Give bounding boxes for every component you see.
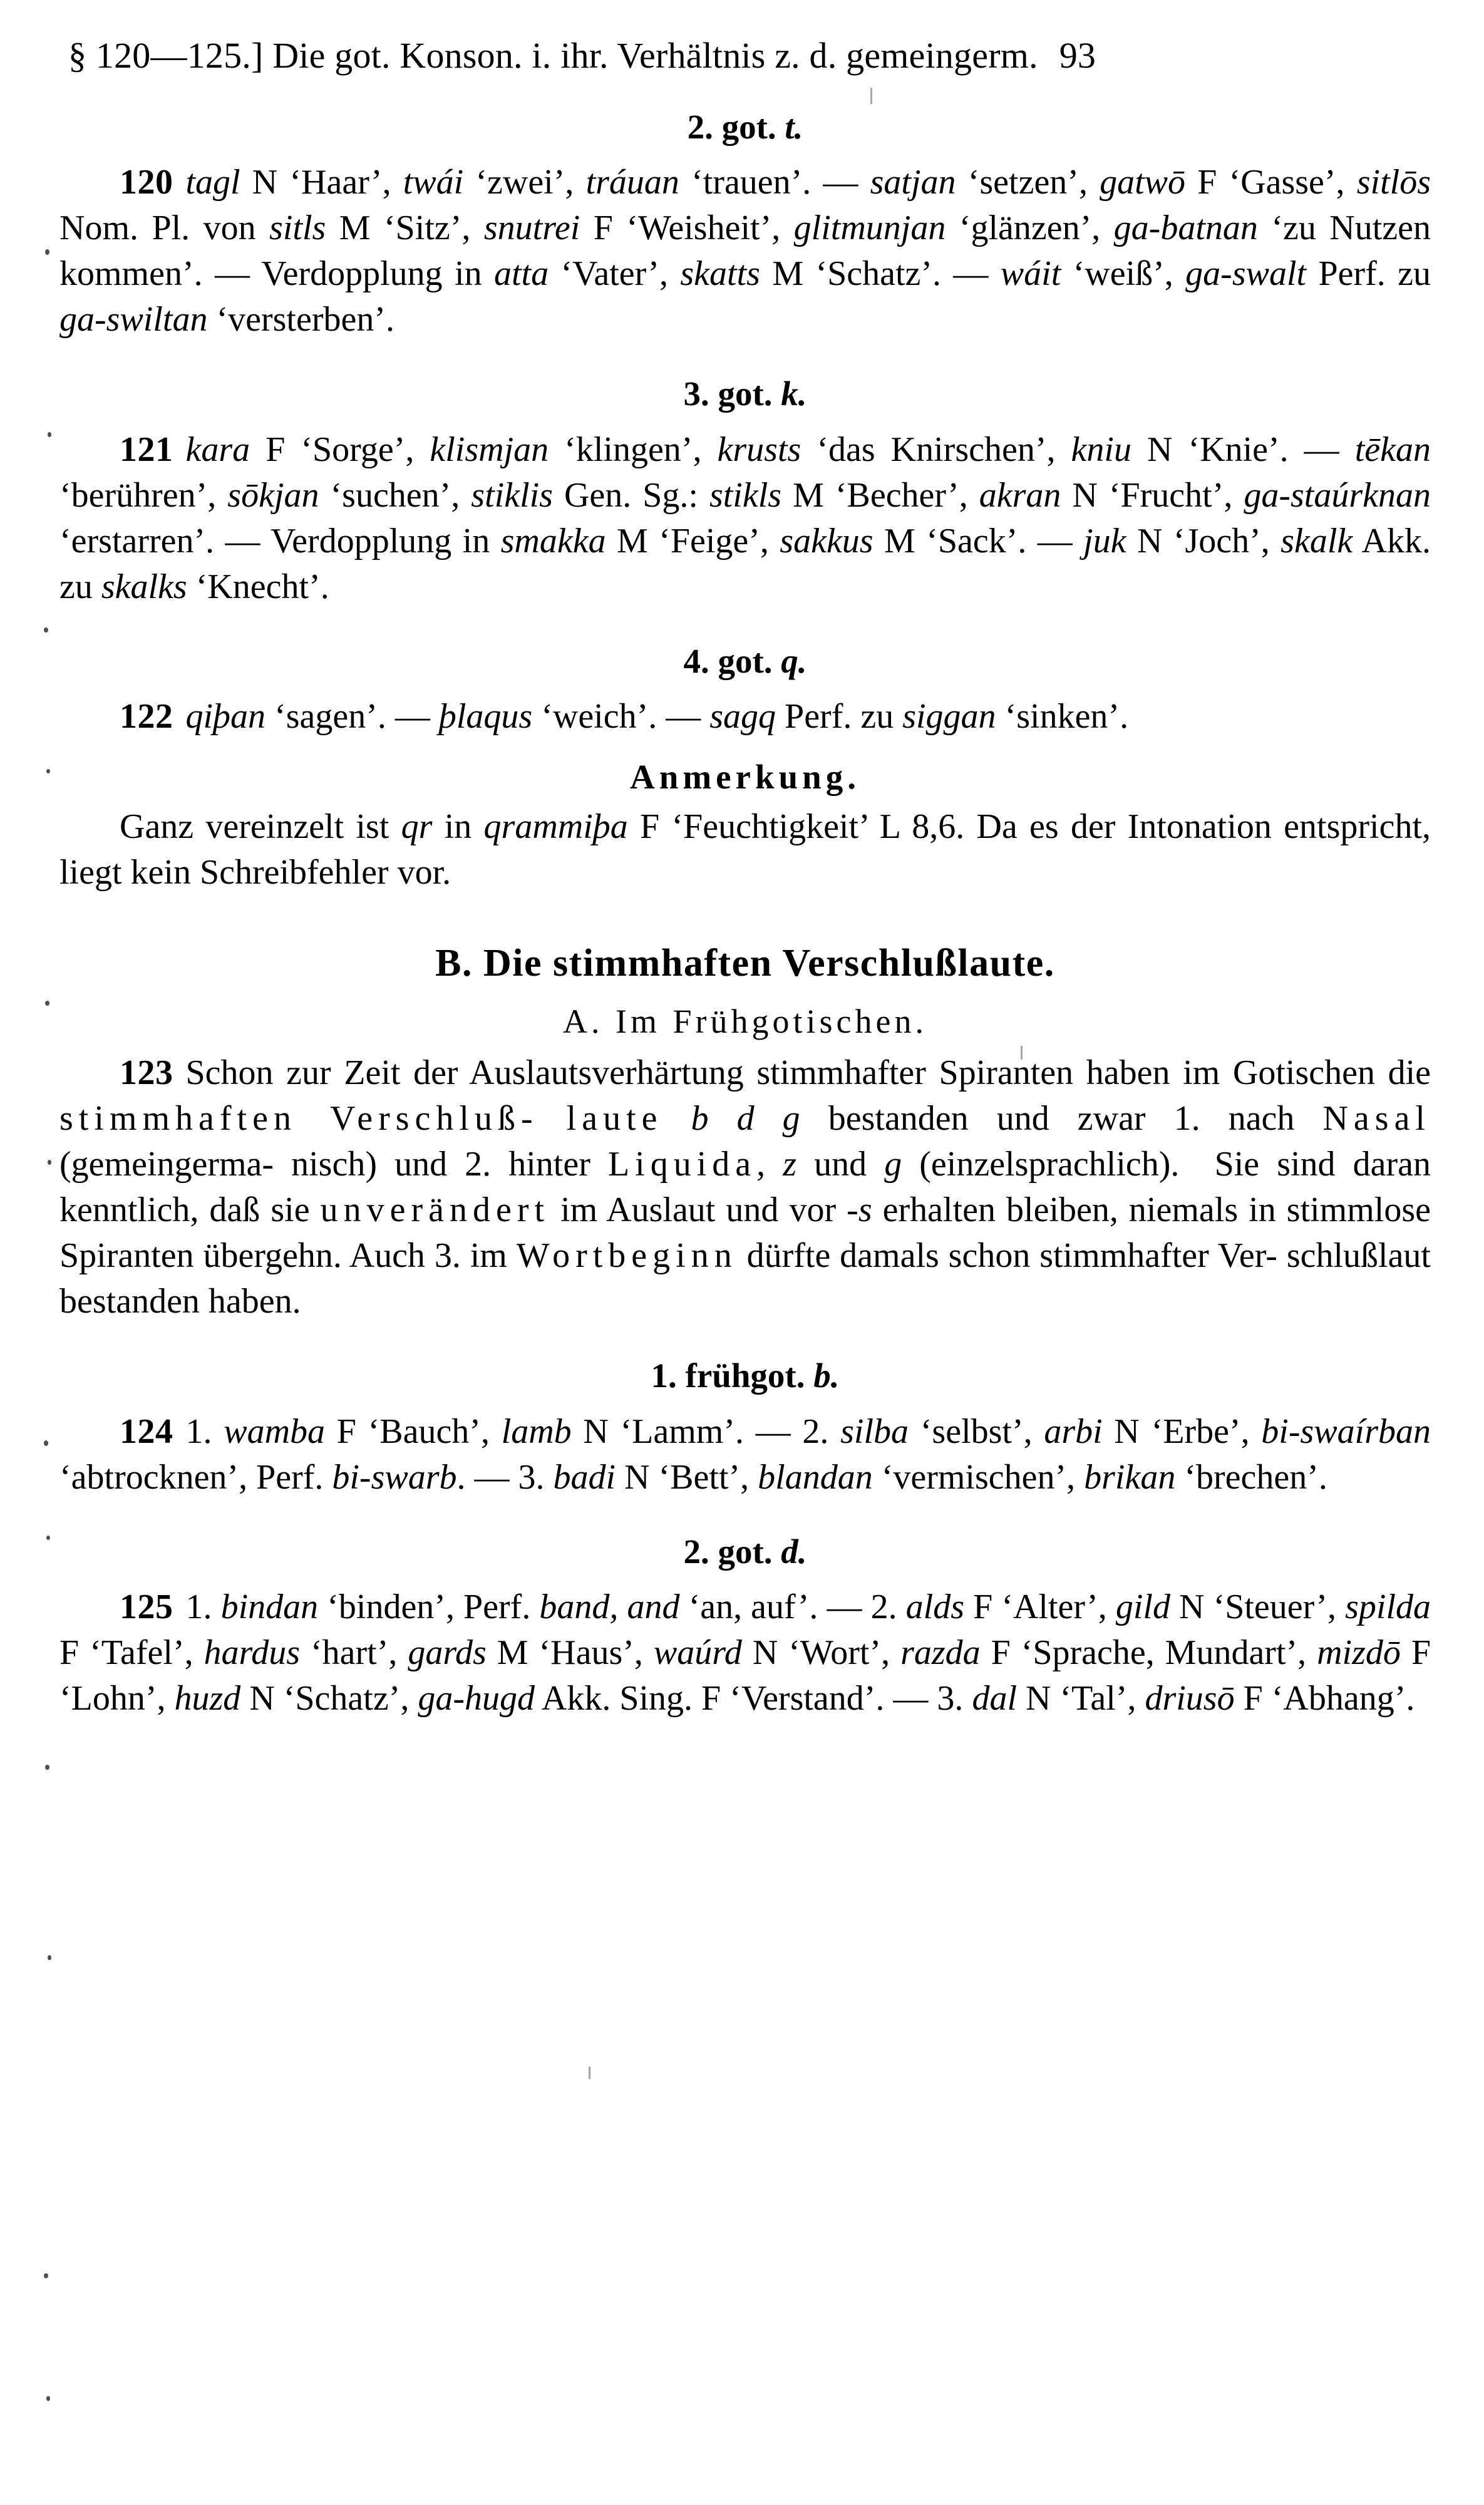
section-heading-letter: q. (781, 641, 807, 680)
scan-speckle (46, 1536, 50, 1540)
scan-speckle (45, 249, 49, 255)
section-heading-prefix: 3. got. (683, 374, 773, 413)
scan-speckle (44, 1440, 48, 1446)
section-number-124: 124 (120, 1412, 173, 1451)
section-heading-got-t (59, 108, 1431, 147)
chapter-b-heading: B. Die stimmhaften Verschlußlaute. (435, 941, 1055, 984)
scan-speckle (46, 2396, 50, 2401)
paragraph-123: 123 Schon zur Zeit der Auslautsverhärtung stimmhafter Spiranten haben im Gotischen die stimmhaften Verschluß- laute b d g bestanden und zwar 1. nach Nasal (gemeingerma- nisch) und 2. hinter Liquida, z und g (einzelsprachlich). Sie sind daran kenntlich, daß sie unverändert im Auslaut und vor -s erhalten bleiben, niemals in stimmlose Spiranten übergehn. Auch 3. im Wortbeginn dürfte damals schon stimmhafter Ver- schlußlaut bestanden haben. (59, 1053, 1431, 1321)
page-text-block (59, 36, 1431, 1722)
section-heading-prefix: 4. got. (683, 641, 773, 680)
running-head (59, 36, 1431, 76)
section-heading-got-d (59, 1533, 1431, 1571)
scan-speckle (48, 1160, 51, 1165)
scan-speckle (45, 1001, 49, 1006)
scan-speckle (44, 628, 48, 633)
scan-speckle (45, 1765, 49, 1770)
section-heading-letter: t. (785, 107, 803, 146)
section-heading-got-k (59, 375, 1431, 413)
paragraph-125: 125 1. bindan ‘binden’, Perf. band, and ‘an, auf’. — 2. alds F ‘Alter’, gild N ‘Steuer’, spilda F ‘Tafel’, hardus ‘hart’, gards M ‘Haus’, waúrd N ‘Wort’, razda F ‘Sprache, Mundart’, mizdō F ‘Lohn’, huzd N ‘Schatz’, ga-hugd Akk. Sing. F ‘Verstand’. — 3. dal N ‘Tal’, driusō F ‘Abhang’. (59, 1588, 1431, 1718)
page-number: 93 (1059, 35, 1096, 76)
section-heading-letter: b. (813, 1356, 840, 1395)
running-head-title: § 120—125.] Die got. Konson. i. ihr. Verhältnis z. d. gemeingerm. (68, 35, 1038, 76)
section-number-123: 123 (120, 1053, 173, 1093)
section-heading-got-q (59, 643, 1431, 681)
section-heading-letter: k. (781, 374, 807, 413)
paragraph-122: 122 qiþan ‘sagen’. — þlaqus ‘weich’. — sagq Perf. zu siggan ‘sinken’. (120, 697, 1129, 736)
scan-speckle (48, 432, 51, 437)
paragraph-121: 121 kara F ‘Sorge’, klismjan ‘klingen’, krusts ‘das Knirschen’, kniu N ‘Knie’. — tēkan ‘berühren’, sōkjan ‘suchen’, stiklis Gen. Sg.: stikls M ‘Becher’, akran N ‘Frucht’, ga-staúrknan ‘erstarren’. — Verdopplung in smakka M ‘Feige’, sakkus M ‘Sack’. — juk N ‘Joch’, skalk Akk. zu skalks ‘Knecht’. (59, 430, 1431, 606)
section-heading-letter: d. (781, 1532, 807, 1571)
paragraph-124: 124 1. wamba F ‘Bauch’, lamb N ‘Lamm’. — 2. silba ‘selbst’, arbi N ‘Erbe’, bi-swaírban ‘abtrocknen’, Perf. bi-swarb. — 3. badi N ‘Bett’, blandan ‘vermischen’, brikan ‘brechen’. (59, 1412, 1431, 1497)
chapter-b-subheading: A. Im Frühgotischen. (563, 1002, 927, 1040)
paragraph-120: 120 tagl N ‘Haar’, twái ‘zwei’, tráuan ‘trauen’. — satjan ‘setzen’, gatwō F ‘Gasse’, sitlōs Nom. Pl. von sitls M ‘Sitz’, snutrei F ‘Weisheit’, glitmunjan ‘glänzen’, ga-batnan ‘zu Nutzen kommen’. — Verdopplung in atta ‘Vater’, skatts M ‘Schatz’. — wáit ‘weiß’, ga-swalt Perf. zu ga-swiltan ‘versterben’. (59, 163, 1431, 339)
anmerkung-heading: Anmerkung. (630, 758, 860, 797)
section-number-121: 121 (120, 430, 173, 469)
scan-speckle (44, 2273, 48, 2278)
section-heading-prefix: 2. got. (687, 107, 776, 146)
anmerkung-body: Ganz vereinzelt ist qr in qrammiþa F ‘Feuchtigkeit’ L 8,6. Da es der Intonation entspricht, liegt kein Schreibfehler vor. (59, 807, 1431, 892)
section-number-120: 120 (120, 163, 173, 202)
scan-speckle (46, 769, 50, 773)
section-number-125: 125 (120, 1588, 173, 1627)
section-heading-prefix: 2. got. (683, 1532, 773, 1571)
scan-speckle (48, 1955, 51, 1960)
section-heading-fruehgot-b (59, 1357, 1431, 1395)
section-number-122: 122 (120, 697, 173, 736)
section-heading-prefix: 1. frühgot. (651, 1356, 805, 1395)
scan-hairline (589, 2067, 590, 2079)
